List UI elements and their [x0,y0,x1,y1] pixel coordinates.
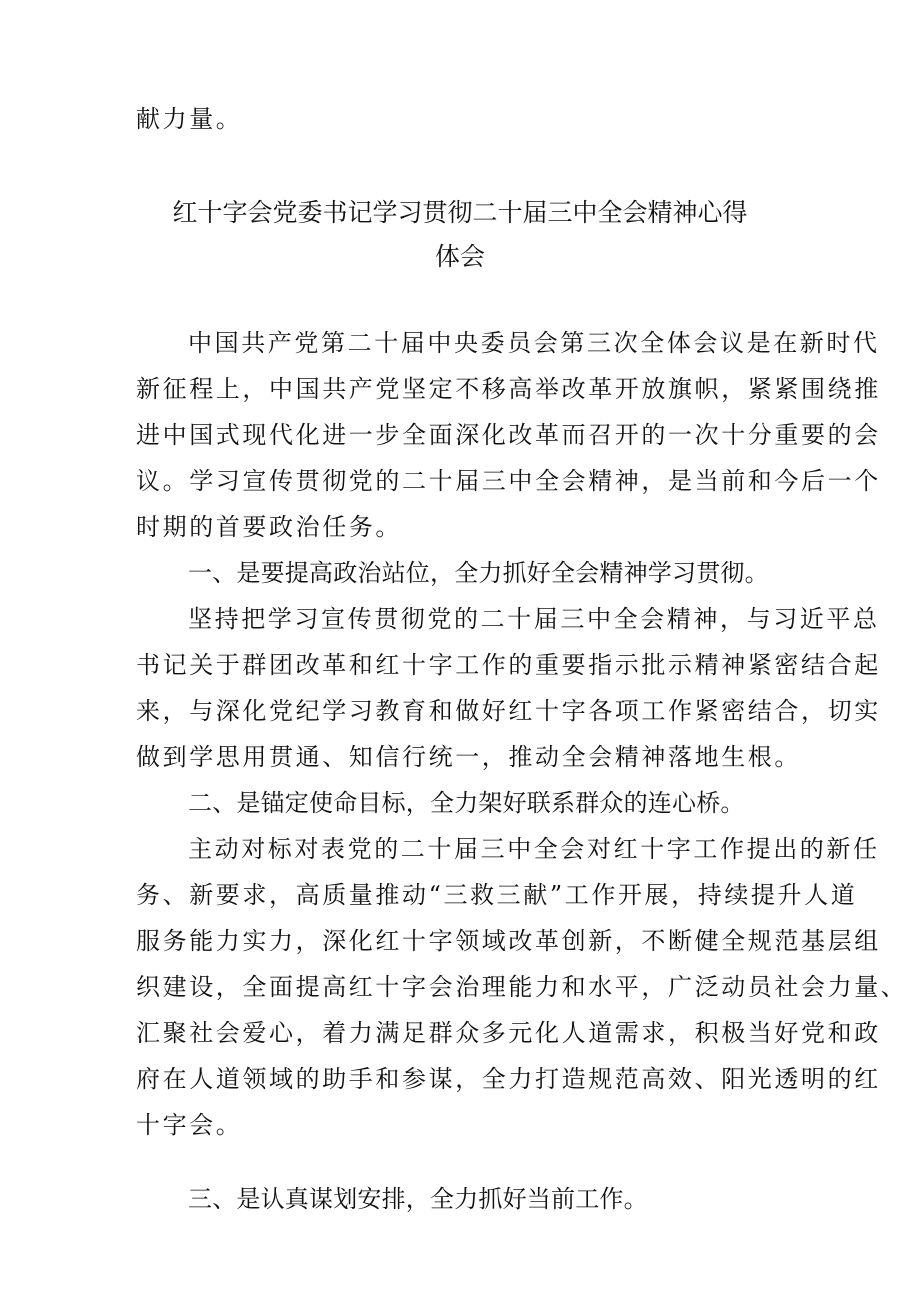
section-2-line: 汇聚社会爱心，着力满足群众多元化人道需求，积极当好党和政 [136,1019,881,1047]
section-3-heading: 三、是认真谋划安排，全力抓好当前工作。 [188,1185,648,1213]
continuation-text: 献力量。 [136,105,243,133]
section-1-line: 来，与深化党纪学习教育和做好红十字各项工作紧密结合，切实 [136,697,881,725]
section-1-line: 坚持把学习宣传贯彻党的二十届三中全会精神，与习近平总 [188,605,880,633]
intro-line: 时期的首要政治任务。 [136,513,402,541]
intro-line: 新征程上，中国共产党坚定不移高举改革开放旗帜，紧紧围绕推 [136,375,881,403]
section-2-line: 务、新要求，高质量推动“三救三献”工作开展，持续提升人道 [136,881,858,909]
intro-line: 议。学习宣传贯彻党的二十届三中全会精神，是当前和今后一个 [136,467,881,495]
section-2-line: 主动对标对表党的二十届三中全会对红十字工作提出的新任 [188,835,880,863]
section-2-line: 织建设，全面提高红十字会治理能力和水平，广泛动员社会力量、 [136,973,908,1001]
section-2-line: 十字会。 [136,1111,243,1139]
section-2-line: 府在人道领域的助手和参谋，全力打造规范高效、阳光透明的红 [136,1065,881,1093]
intro-line: 中国共产党第二十届中央委员会第三次全体会议是在新时代 [188,329,880,357]
document-title-line-1: 红十字会党委书记学习贯彻二十届三中全会精神心得 [172,198,748,227]
section-2-heading: 二、是锚定使命目标，全力架好联系群众的连心桥。 [188,789,745,817]
section-1-line: 书记关于群团改革和红十字工作的重要指示批示精神紧密结合起 [136,651,881,679]
section-2-line: 服务能力实力，深化红十字领域改革创新，不断健全规范基层组 [136,927,881,955]
intro-line: 进中国式现代化进一步全面深化改革而召开的一次十分重要的会 [136,421,881,449]
document-title-line-2: 体会 [434,242,485,271]
section-1-heading: 一、是要提高政治站位，全力抓好全会精神学习贯彻。 [188,559,769,587]
section-1-line: 做到学思用贯通、知信行统一，推动全会精神落地生根。 [136,743,801,771]
